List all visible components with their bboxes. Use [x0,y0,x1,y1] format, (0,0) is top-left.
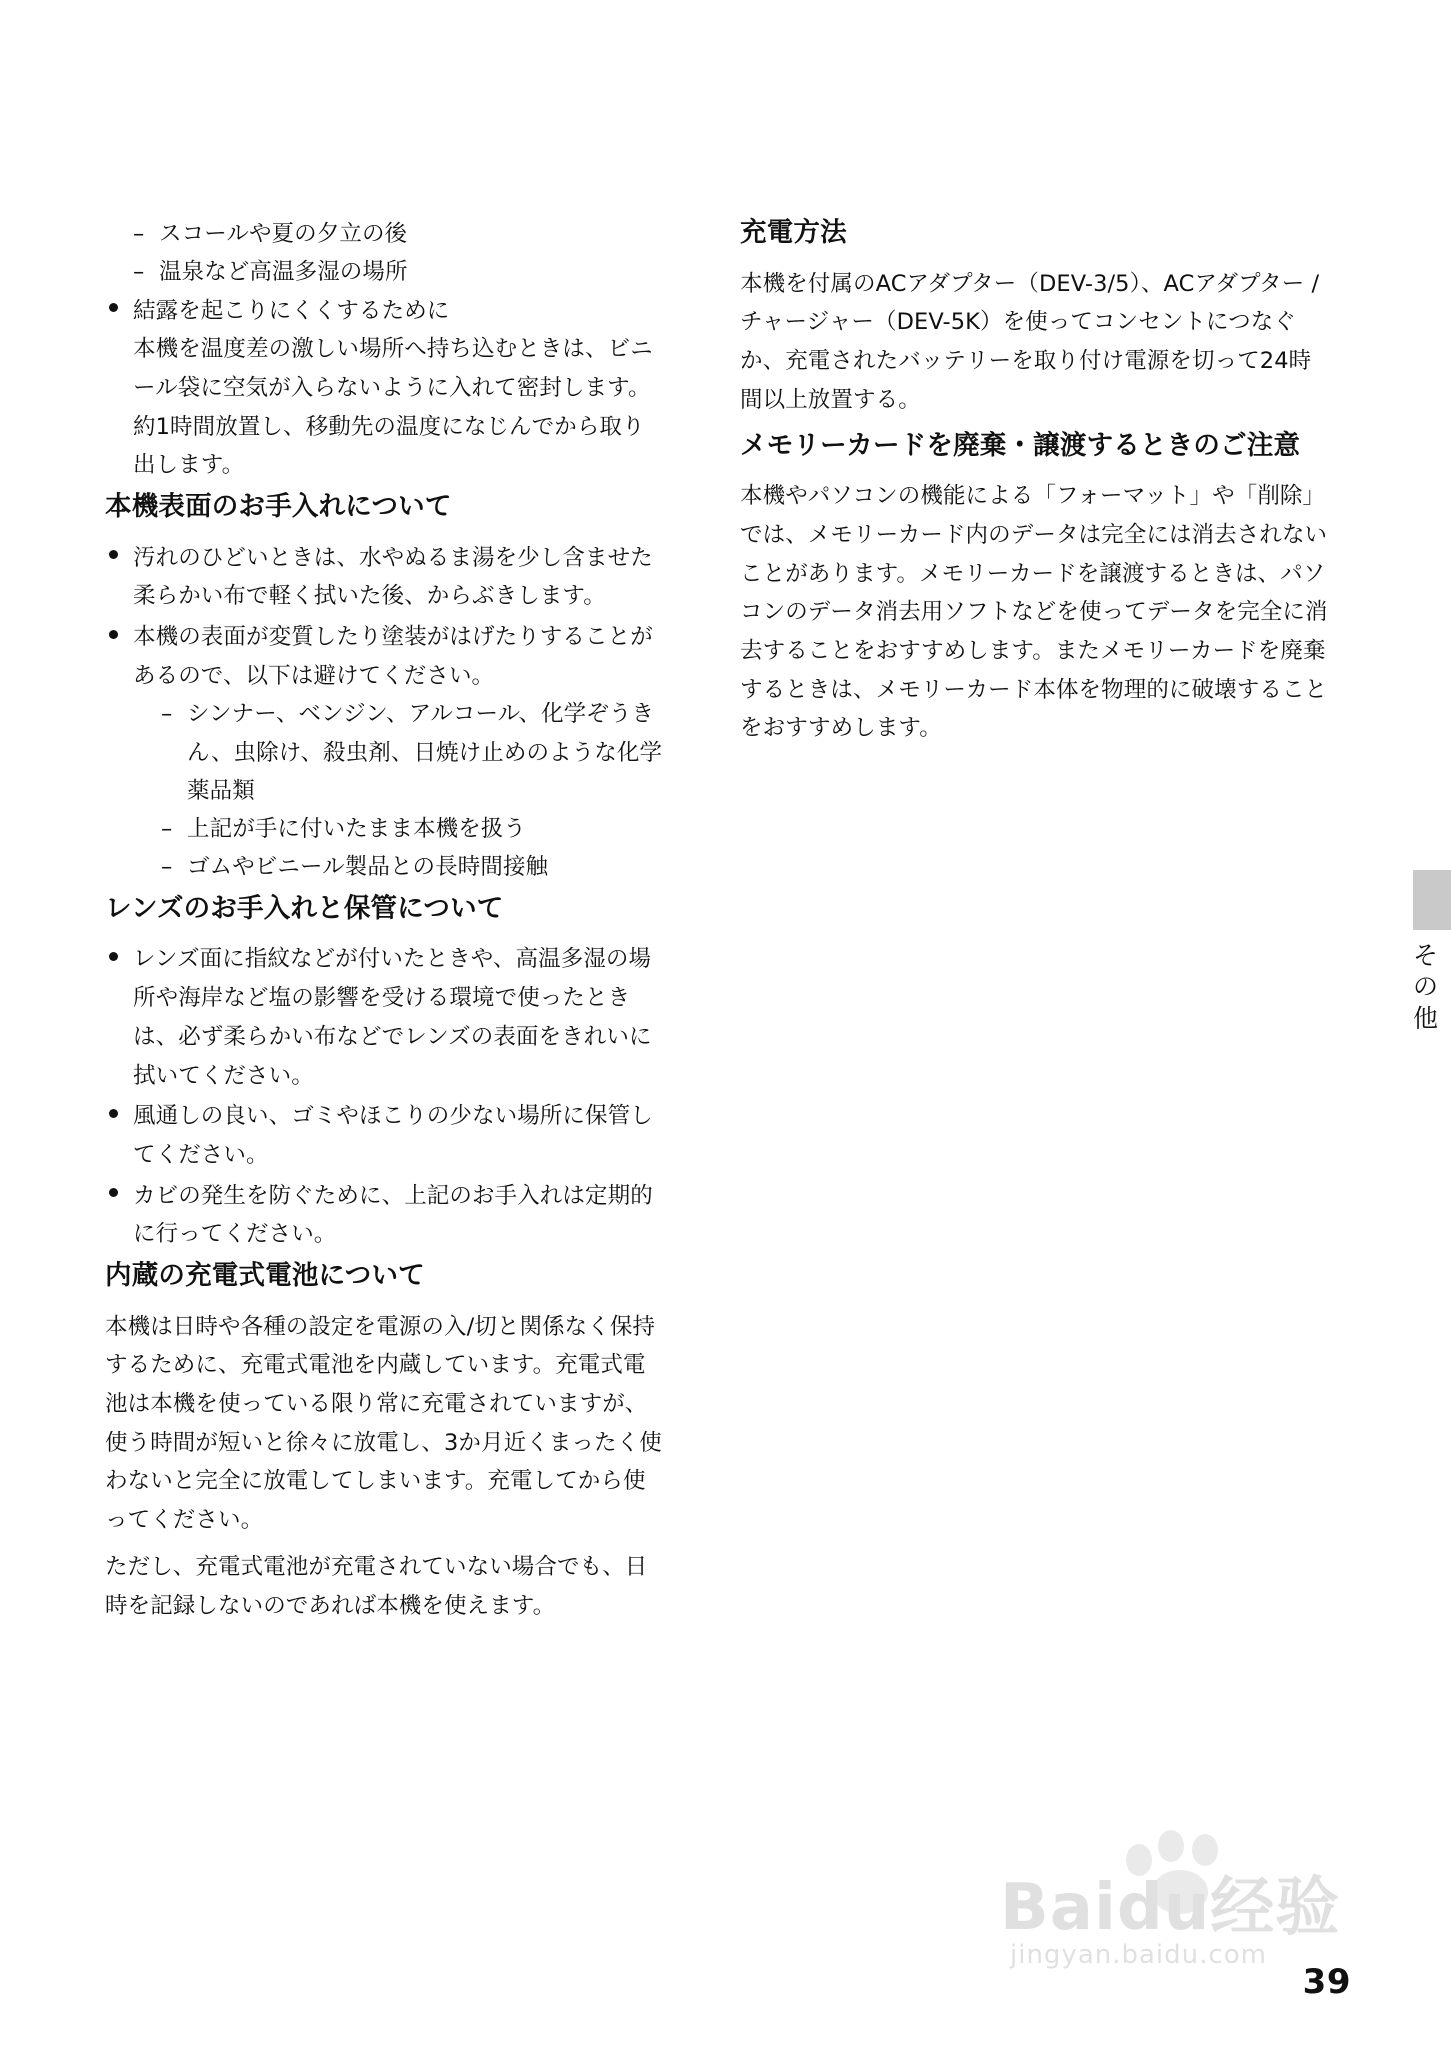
list-item-text: 本機の表面が変質したり塗装がはげたりすることがあるので、以下は避けてください。 [133,624,653,689]
condensation-bullet-list [105,292,665,485]
dash-marker: – [161,701,173,728]
watermark-text: Baidu经验 [1000,1871,1341,1945]
dash-marker: – [133,258,145,285]
list-item-text: 結露を起こりにくくするために [133,297,450,324]
paw-print-icon [1122,1828,1242,1918]
list-item-body: 本機を温度差の激しい場所へ持ち込むときは、ビニール袋に空気が入らないように入れて密封します。約1時間放置し、移動先の温度になじんでから取り出します。 [133,336,653,479]
section-heading-builtin-battery: 内蔵の充電式電池について [105,1259,425,1291]
paragraph: 本機は日時や各種の設定を電源の入/切と関係なく保持するために、充電式電池を内蔵しています。充電式電池は本機を使っている限り常に充電されていますが、使う時間が短いと徐々に放電し、3か月近くまったく使わないと完全に放電してしまいます。充電してから使ってください。 [105,1313,662,1534]
list-item-text: 風通しの良い、ゴミやほこりの少ない場所に保管してください。 [133,1103,653,1168]
list-item [105,1177,665,1254]
dash-marker: – [161,815,173,842]
list-item-text: カビの発生を防ぐために、上記のお手入れは定期的に行ってください。 [133,1182,653,1248]
section-heading-memory-card-disposal: メモリーカードを廃棄・譲渡するときのご注意 [740,429,1301,461]
list-item-text: 上記が手に付いたまま本機を扱う [187,816,527,843]
list-item [133,253,665,291]
section-heading-surface-care: 本機表面のお手入れについて [105,490,452,522]
list-item-text: ゴムやビニール製品との長時間接触 [187,854,549,881]
paragraph: ただし、充電式電池が充電されていない場合でも、日時を記録しないのであれば本機を使えます。 [105,1553,648,1619]
list-item [105,1097,665,1174]
section-heading-lens-care: レンズのお手入れと保管について [105,892,504,924]
top-dash-list [105,215,665,292]
surface-care-bullets [105,539,665,887]
list-item-text: 温泉など高温多湿の場所 [159,259,408,286]
watermark-subtext: jingyan.baidu.com [1010,1940,1267,1970]
lens-care-bullets [105,940,665,1254]
bullet-dot-icon [109,952,118,961]
surface-care-sub-list [133,695,665,886]
left-column [105,215,665,1633]
list-item-text: 汚れのひどいときは、水やぬるま湯を少し含ませた柔らかい布で軽く拭いた後、からぶきします。 [133,544,653,610]
dash-marker: – [133,220,145,247]
list-item [161,848,665,886]
list-item-text: スコールや夏の夕立の後 [159,221,408,247]
edge-tab-label: その他 [1412,941,1439,1033]
list-item [133,215,665,253]
bullet-dot-icon [109,303,118,312]
list-item [105,292,665,485]
list-item [161,810,665,848]
right-column [740,215,1330,756]
bullet-dot-icon [109,1188,118,1197]
list-item [105,539,665,616]
bullet-dot-icon [109,1109,118,1118]
bullet-dot-icon [109,630,118,639]
list-item-text: レンズ面に指紋などが付いたときや、高温多湿の場所や海岸など塩の影響を受ける環境で使ったときは、必ず柔らかい布などでレンズの表面をきれいに拭いてください。 [133,946,652,1089]
section-heading-charging-method: 充電方法 [740,217,847,248]
page-number: 39 [1302,1962,1351,2002]
paragraph: 本機を付属のACアダプター（DEV-3/5）、ACアダプター /チャージャー（DEV-5K）を使ってコンセントにつなぐか、充電されたバッテリーを取り付け電源を切って24時間以上放置する。 [740,270,1320,413]
paragraph: 本機やパソコンの機能による「フォーマット」や「削除」では、メモリーカード内のデータは完全には消去されないことがあります。メモリーカードを譲渡するときは、パソコンのデータ消去用ソフトなどを使ってデータを完全に消去することをおすすめします。またメモリーカードを廃棄するときは、メモリーカード本体を物理的に破壊することをおすすめします。 [740,483,1328,742]
bullet-dot-icon [109,550,118,559]
list-item [161,695,665,810]
list-item-text: シンナー、ベンジン、アルコール、化学ぞうきん、虫除け、殺虫剤、日焼け止めのような化学薬品類 [187,701,663,804]
list-item [105,618,665,887]
dash-marker: – [161,854,173,881]
list-item [105,940,665,1095]
edge-tab-marker [1413,870,1451,930]
